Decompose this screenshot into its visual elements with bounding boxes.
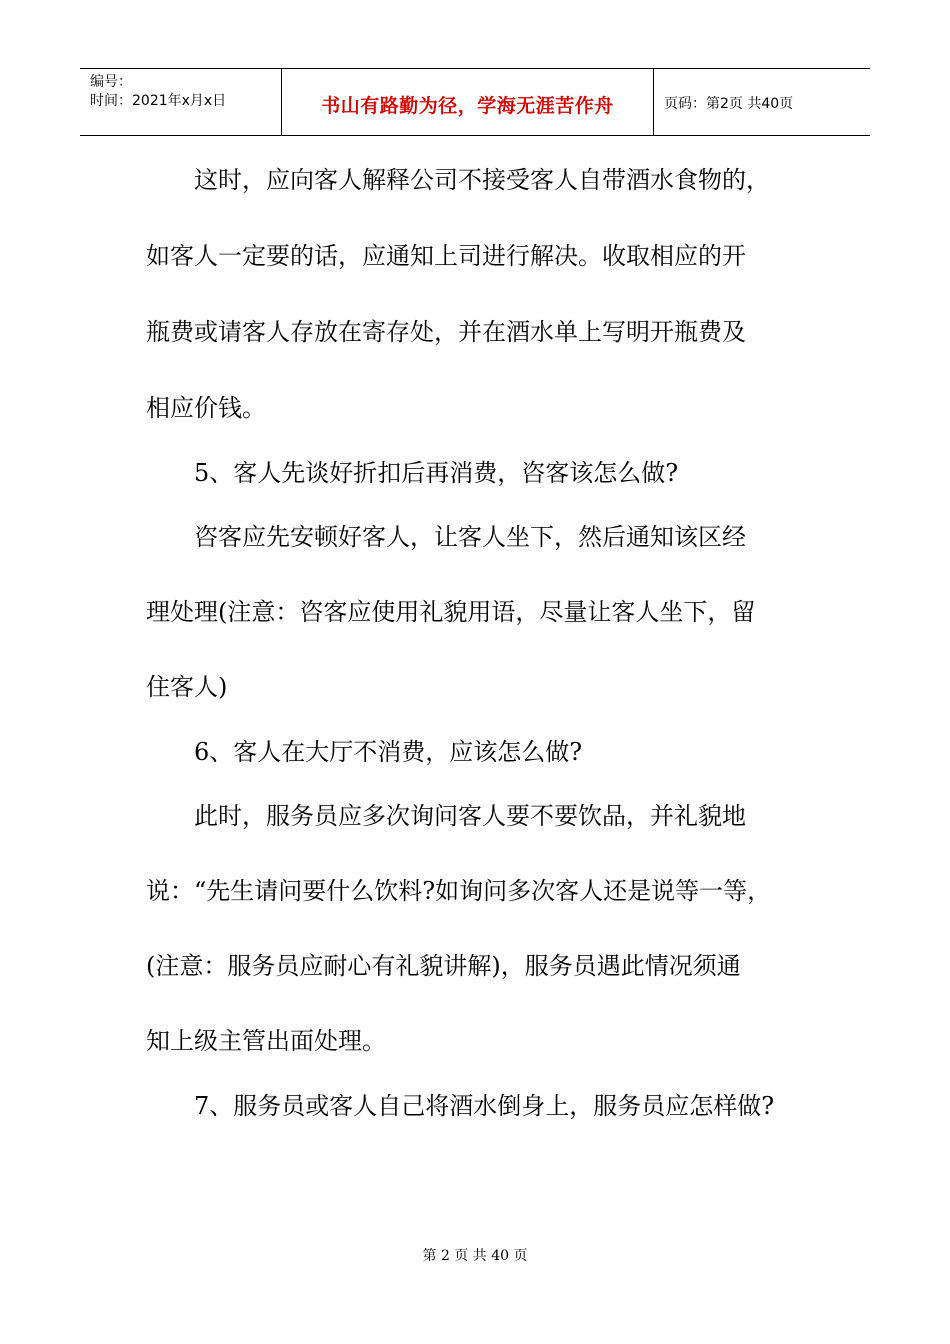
body-line: 说：“先生请问要什么饮料?如询问多次客人还是说等一等， (146, 877, 772, 905)
body-line: 这时，应向客人解释公司不接受客人自带酒水食物的， (194, 166, 770, 194)
header-page-info: 页码：第2页 共40页 (664, 96, 794, 112)
document-number-label: 编号： (90, 74, 132, 90)
body-line: 如客人一定要的话，应通知上司进行解决。收取相应的开 (146, 242, 746, 270)
document-time-label: 时间：2021年x月x日 (90, 93, 227, 109)
body-line: 理处理(注意：咨客应使用礼貌用语，尽量让客人坐下，留 (146, 598, 756, 626)
body-line: 咨客应先安顿好客人，让客人坐下，然后通知该区经 (194, 523, 746, 551)
question-heading: 5、客人先谈好折扣后再消费，咨客该怎么做? (194, 459, 679, 487)
body-line: 知上级主管出面处理。 (146, 1027, 386, 1055)
body-line: (注意：服务员应耐心有礼貌讲解)，服务员遇此情况须通 (146, 952, 741, 980)
question-heading: 6、客人在大厅不消费，应该怎么做? (194, 738, 583, 766)
header-motto: 书山有路勤为径，学海无涯苦作舟 (282, 69, 654, 135)
header-meta-cell (80, 69, 282, 135)
body-line: 此时，服务员应多次询问客人要不要饮品，并礼貌地 (194, 802, 746, 830)
body-line: 住客人) (146, 673, 228, 701)
document-header (80, 68, 870, 136)
question-heading: 7、服务员或客人自己将酒水倒身上，服务员应怎样做? (194, 1092, 775, 1120)
body-line: 相应价钱。 (146, 394, 266, 422)
page-footer: 第 2 页 共 40 页 (422, 1248, 528, 1264)
body-line: 瓶费或请客人存放在寄存处，并在酒水单上写明开瓶费及 (146, 318, 746, 346)
